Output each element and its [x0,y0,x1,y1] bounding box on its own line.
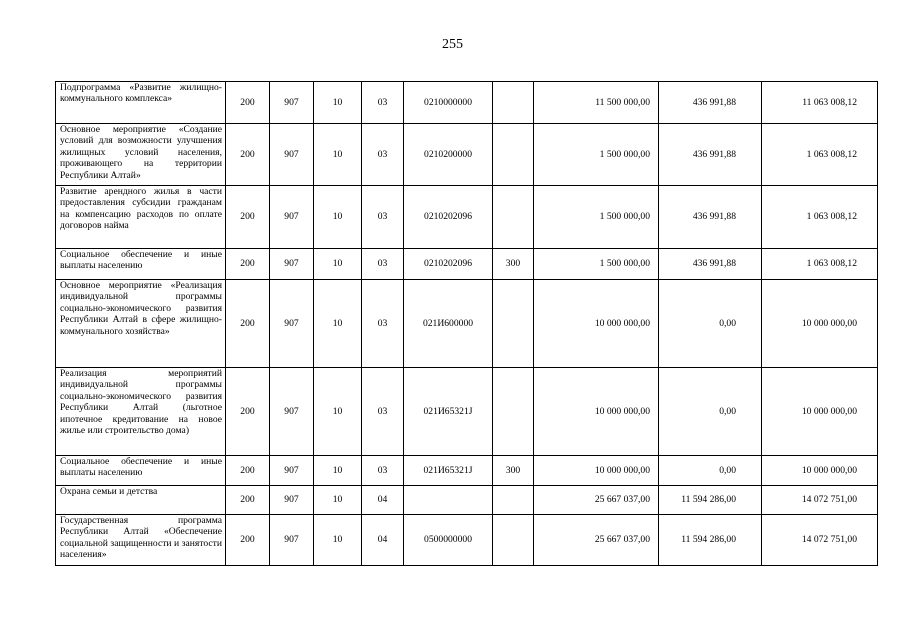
cell-subsection: 03 [362,280,404,368]
row-name: Охрана семьи и детства [56,486,226,515]
row-name: Социальное обеспечение и иные выплаты населению [56,249,226,280]
cell-total: 1 063 008,12 [762,249,878,280]
cell-ministry: 907 [270,280,314,368]
cell-change: 0,00 [659,368,762,456]
cell-section: 10 [314,456,362,486]
cell-subsection: 04 [362,486,404,515]
cell-target: 021И600000 [404,280,493,368]
cell-type [493,124,534,186]
cell-target: 0210000000 [404,82,493,124]
cell-subsection: 03 [362,249,404,280]
cell-admin: 200 [226,124,270,186]
cell-ministry: 907 [270,456,314,486]
cell-approved: 10 000 000,00 [534,368,659,456]
cell-admin: 200 [226,186,270,249]
cell-subsection: 03 [362,124,404,186]
table-row [56,186,878,249]
cell-section: 10 [314,515,362,566]
cell-target [404,486,493,515]
cell-change: 0,00 [659,280,762,368]
cell-admin: 200 [226,515,270,566]
cell-approved: 1 500 000,00 [534,186,659,249]
cell-total: 10 000 000,00 [762,368,878,456]
row-name: Подпрограмма «Развитие жилищно-коммунального комплекса» [56,82,226,124]
row-name: Развитие арендного жилья в части предоставления субсидии гражданам на компенсацию расходов по оплате договоров найма [56,186,226,249]
cell-type [493,515,534,566]
cell-change: 11 594 286,00 [659,486,762,515]
table-row [56,249,878,280]
cell-approved: 1 500 000,00 [534,249,659,280]
cell-target: 021И65321J [404,456,493,486]
budget-table [55,81,878,566]
cell-target: 0210202096 [404,249,493,280]
cell-change: 436 991,88 [659,186,762,249]
table-row [56,368,878,456]
cell-total: 14 072 751,00 [762,486,878,515]
row-name: Социальное обеспечение и иные выплаты населению [56,456,226,486]
cell-total: 14 072 751,00 [762,515,878,566]
cell-type [493,82,534,124]
cell-ministry: 907 [270,368,314,456]
table-row [56,124,878,186]
cell-total: 10 000 000,00 [762,456,878,486]
row-name: Основное мероприятие «Реализация индивидуальной программы социально-экономического развития Республики Алтай в сфере жилищно-коммунального хозяйства» [56,280,226,368]
cell-total: 1 063 008,12 [762,124,878,186]
cell-type [493,486,534,515]
cell-section: 10 [314,486,362,515]
cell-type: 300 [493,249,534,280]
cell-change: 0,00 [659,456,762,486]
cell-admin: 200 [226,486,270,515]
cell-subsection: 04 [362,515,404,566]
table-row [56,82,878,124]
cell-admin: 200 [226,249,270,280]
cell-subsection: 03 [362,456,404,486]
cell-total: 10 000 000,00 [762,280,878,368]
cell-change: 436 991,88 [659,124,762,186]
cell-approved: 10 000 000,00 [534,456,659,486]
cell-section: 10 [314,368,362,456]
cell-type: 300 [493,456,534,486]
cell-target: 0210200000 [404,124,493,186]
cell-subsection: 03 [362,368,404,456]
cell-approved: 25 667 037,00 [534,486,659,515]
cell-change: 436 991,88 [659,82,762,124]
cell-type [493,186,534,249]
table-row [56,456,878,486]
page-number: 255 [442,37,463,52]
row-name: Государственная программа Республики Алтай «Обеспечение социальной защищенности и занятости населения» [56,515,226,566]
cell-admin: 200 [226,280,270,368]
cell-approved: 1 500 000,00 [534,124,659,186]
cell-admin: 200 [226,456,270,486]
cell-type [493,280,534,368]
cell-ministry: 907 [270,82,314,124]
cell-section: 10 [314,82,362,124]
cell-type [493,368,534,456]
cell-change: 436 991,88 [659,249,762,280]
cell-target: 0210202096 [404,186,493,249]
cell-ministry: 907 [270,486,314,515]
cell-ministry: 907 [270,515,314,566]
cell-approved: 10 000 000,00 [534,280,659,368]
table-row [56,515,878,566]
cell-ministry: 907 [270,249,314,280]
cell-section: 10 [314,280,362,368]
cell-section: 10 [314,249,362,280]
cell-approved: 11 500 000,00 [534,82,659,124]
cell-ministry: 907 [270,124,314,186]
cell-admin: 200 [226,82,270,124]
row-name: Реализация мероприятий индивидуальной программы социально-экономического развития Республики Алтай (льготное ипотечное кредитование на новое жилье или строительство дома) [56,368,226,456]
table-row [56,486,878,515]
table-body [56,82,878,566]
cell-subsection: 03 [362,186,404,249]
cell-target: 021И65321J [404,368,493,456]
cell-total: 1 063 008,12 [762,186,878,249]
cell-ministry: 907 [270,186,314,249]
cell-section: 10 [314,124,362,186]
cell-approved: 25 667 037,00 [534,515,659,566]
row-name: Основное мероприятие «Создание условий для возможности улучшения жилищных условий населения, проживающего на территории Республики Алтай» [56,124,226,186]
cell-admin: 200 [226,368,270,456]
cell-section: 10 [314,186,362,249]
cell-target: 0500000000 [404,515,493,566]
table-row [56,280,878,368]
cell-change: 11 594 286,00 [659,515,762,566]
cell-total: 11 063 008,12 [762,82,878,124]
cell-subsection: 03 [362,82,404,124]
